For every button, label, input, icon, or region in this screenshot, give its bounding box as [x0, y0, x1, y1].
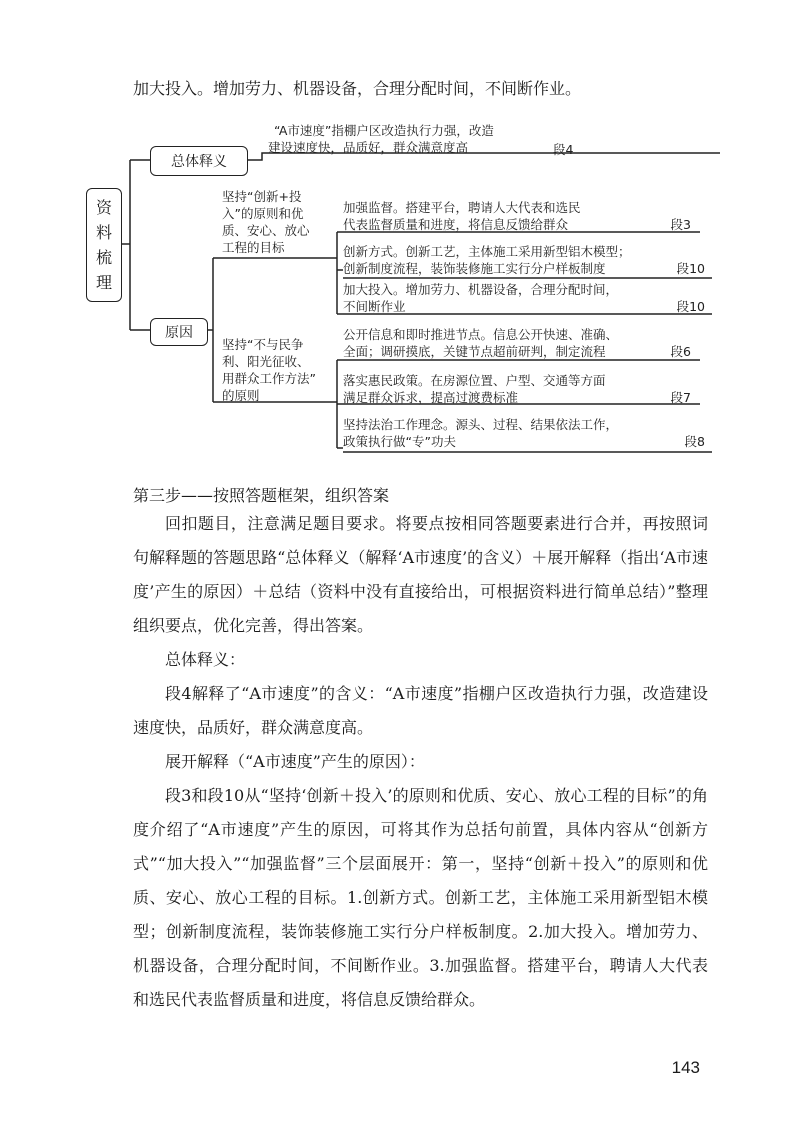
leaf-innovation [343, 243, 705, 277]
principle-2-line: 坚持“不与民争 [222, 337, 304, 352]
leaf-rule-of-law [343, 416, 705, 450]
leaf-seg: 段3 [670, 217, 691, 232]
leaf-info-disclosure [343, 326, 701, 360]
summary-note-line: “A市速度”指棚户区改造执行力强，改造 [274, 123, 494, 138]
leaf-line: 坚持法治工作理念。源头、过程、结果依法工作， [343, 417, 619, 432]
leaf-seg: 段10 [676, 261, 705, 276]
leaf-seg: 段7 [670, 390, 691, 405]
leaf-seg: 段6 [670, 344, 691, 359]
branch-reason-label: 原因 [165, 325, 193, 341]
leaf-line: 不间断作业 [343, 299, 406, 314]
summary-note [268, 122, 494, 156]
paragraph: 段3和段10从“坚持‘创新＋投入’的原则和优质、安心、放心工程的目标”的角度介绍了“A市速度”产生的原因，可将其作为总括句前置，具体内容从“创新方式”“加大投入”“加强监督”三个层面展开：第一，坚持“创新＋投入”的原则和优质、安心、放心工程的目标。1.创新方式。创新工艺，主体施工采用新型铝木模型；创新制度流程，装饰装修施工实行分户样板制度。2.加大投入。增加劳力、机器设备，合理分配时间，不间断作业。3.加强监督。搭建平台，聘请人大代表和选民代表监督质量和进度，将信息反馈给群众。 [133, 786, 708, 1009]
body-text [133, 507, 708, 1017]
root-char: 资 [95, 198, 112, 217]
principle-2-line: 的原则 [222, 388, 260, 403]
paragraph: 展开解释（“A市速度”产生的原因）： [165, 752, 425, 771]
leaf-line: 全面；调研摸底，关键节点超前研判，制定流程 [343, 344, 606, 359]
leaf-supervision [343, 199, 701, 233]
leaf-line: 政策执行做“专”功夫 [343, 434, 456, 449]
principle-1-line: 入”的原则和优 [222, 206, 304, 221]
branch-reason-node [150, 318, 208, 346]
principle-1 [222, 188, 310, 256]
summary-seg: 段4 [553, 142, 574, 157]
principle-1-line: 质、安心、放心 [222, 223, 310, 238]
summary-note-line: 建设速度快，品质好，群众满意度高 [268, 140, 469, 155]
root-char: 理 [95, 273, 112, 292]
step-title: 第三步——按照答题框架，组织答案 [133, 486, 390, 505]
leaf-line: 加大投入。增加劳力、机器设备，合理分配时间， [343, 282, 619, 297]
principle-2 [222, 336, 316, 404]
leaf-line: 公开信息和即时推进节点。信息公开快速、准确、 [343, 327, 619, 342]
principle-2-line: 利、阳光征收、 [222, 354, 310, 369]
leaf-line: 加强监督。搭建平台，聘请人大代表和选民 [343, 200, 581, 215]
leaf-line: 落实惠民政策。在房源位置、户型、交通等方面 [343, 373, 606, 388]
leaf-line: 满足群众诉求，提高过渡费标准 [343, 390, 519, 405]
leaf-policy [343, 372, 701, 406]
top-line: 加大投入。增加劳力、机器设备，合理分配时间，不间断作业。 [133, 79, 582, 98]
leaf-investment [343, 281, 705, 315]
leaf-seg: 段10 [676, 299, 705, 314]
paragraph: 回扣题目，注意满足题目要求。将要点按相同答题要素进行合并，再按照词句解释题的答题思路“总体释义（解释‘A市速度’的含义）＋展开解释（指出‘A市速度’产生的原因）＋总结（资料中没有直接给出，可根据资料进行简单总结）”整理组织要点，优化完善，得出答案。 [133, 514, 708, 635]
root-node [86, 188, 122, 302]
root-char: 料 [95, 223, 112, 242]
branch-summary-node [150, 146, 248, 176]
leaf-seg: 段8 [684, 434, 705, 449]
leaf-line: 创新制度流程，装饰装修施工实行分户样板制度 [343, 261, 606, 276]
principle-1-line: 坚持“创新+投 [222, 189, 302, 204]
principle-2-line: 用群众工作方法” [222, 371, 316, 386]
principle-1-line: 工程的目标 [222, 240, 285, 255]
leaf-line: 代表监督质量和进度，将信息反馈给群众 [343, 217, 569, 232]
paragraph: 总体释义： [165, 650, 246, 669]
root-char: 梳 [95, 248, 112, 267]
page-number: 143 [671, 1058, 700, 1077]
leaf-line: 创新方式。创新工艺，主体施工采用新型铝木模型； [343, 244, 631, 259]
branch-summary-label: 总体释义 [171, 154, 227, 170]
paragraph: 段4解释了“A市速度”的含义：“A市速度”指棚户区改造执行力强，改造建设速度快，品质好，群众满意度高。 [133, 684, 708, 737]
